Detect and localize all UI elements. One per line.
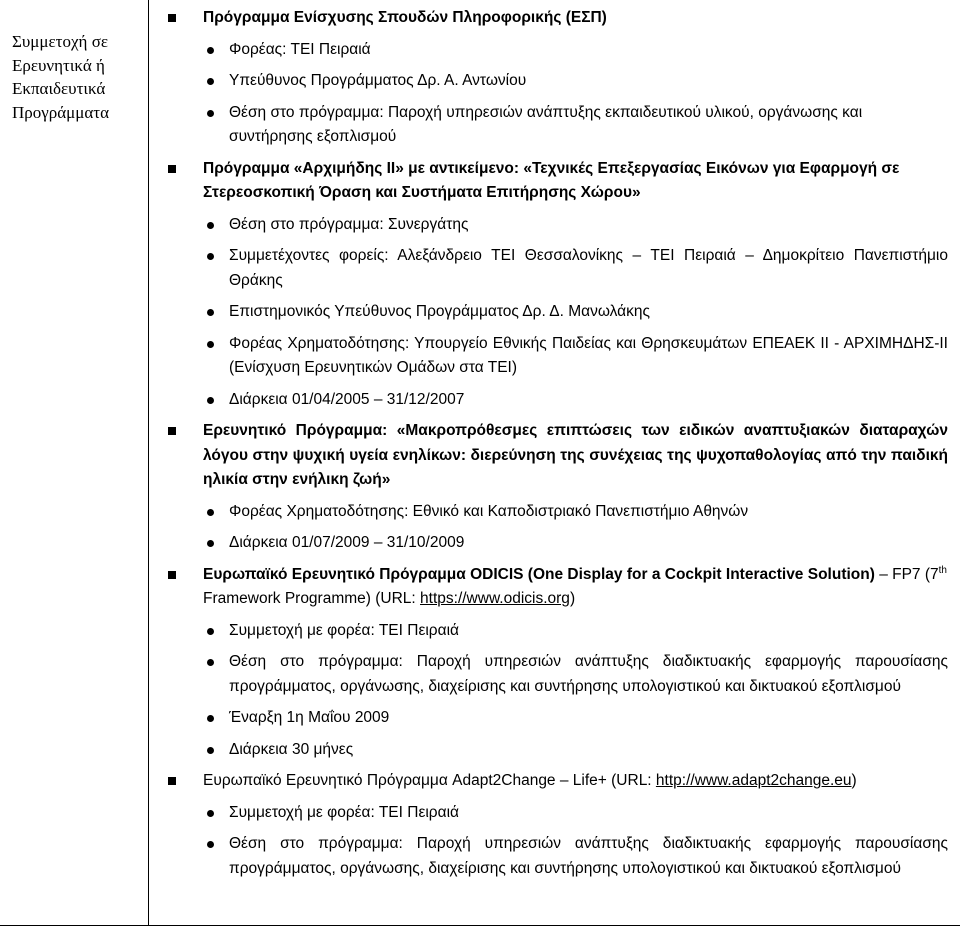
program-list [166, 6, 948, 888]
bullet-dot-icon [207, 540, 214, 547]
url-close-paren: ) [851, 772, 857, 789]
section-heading-line: Συμμετοχή σε [12, 32, 108, 51]
bullet-dot-icon [207, 810, 214, 817]
program-title: Πρόγραμμα Ενίσχυσης Σπουδών Πληροφορικής (ΕΣΠ) [203, 9, 607, 26]
list-item [203, 500, 948, 525]
list-item [203, 650, 948, 699]
list-item [203, 832, 948, 881]
bullet-dot-icon [207, 222, 214, 229]
list-item-text: Φορέας: ΤΕΙ Πειραιά [229, 40, 371, 58]
square-bullet-icon [168, 14, 176, 22]
list-item-text: Φορέας Χρηματοδότησης: Εθνικό και Καποδιστριακό Πανεπιστήμιο Αθηνών [229, 502, 749, 520]
section-heading-line: Ερευνητικά ή [12, 55, 105, 75]
list-item [203, 738, 948, 763]
program-entry [166, 6, 948, 150]
list-item [203, 300, 948, 325]
program-title-text: Ευρωπαϊκό Ερευνητικό Πρόγραμμα Adapt2Change – Life+ (URL: [203, 772, 656, 789]
program-entry [166, 769, 948, 881]
list-item-text: Θέση στο πρόγραμμα: Παροχή υπηρεσιών ανάπτυξης διαδικτυακής εφαρμογής παρουσίασης προγράμματος, οργάνωσης, διαχείρισης και συντήρησης υπολογιστικού και δικτυακού εξοπλισμού [229, 653, 948, 695]
program-entry [166, 563, 948, 763]
bullet-dot-icon [207, 659, 214, 666]
list-item-text: Επιστημονικός Υπεύθυνος Προγράμματος Δρ. Δ. Μανωλάκης [229, 303, 650, 320]
square-bullet-icon [168, 777, 176, 785]
bullet-dot-icon [207, 110, 214, 117]
bullet-dot-icon [207, 341, 214, 348]
ordinal-superscript: th [938, 564, 947, 576]
bullet-dot-icon [207, 841, 214, 848]
list-item [203, 619, 948, 644]
list-item-text: Διάρκεια 30 μήνες [229, 740, 354, 758]
program-entry [166, 157, 948, 413]
section-heading [12, 30, 146, 124]
list-item-text: Φορέας Χρηματοδότησης: Υπουργείο Εθνικής Παιδείας και Θρησκευμάτων ΕΠΕΑΕΚ ΙΙ - ΑΡΧΙΜΗΔΗΣ-ΙΙ (Ενίσχυση Ερευνητικών Ομάδων στα ΤΕΙ) [229, 334, 948, 376]
list-item [203, 101, 948, 150]
program-details [203, 801, 948, 882]
section-heading-line: Εκπαιδευτικά [12, 79, 106, 98]
program-title: Ερευνητικό Πρόγραμμα: «Μακροπρόθεσμες επιπτώσεις των ειδικών αναπτυξιακών διαταραχών λόγου στην ψυχική υγεία ενηλίκων: διερεύνηση της συνέχειας της ψυχοπαθολογίας από την παιδική ηλικία στην ενήλικη ζωή» [203, 422, 948, 488]
list-item-text: Θέση στο πρόγραμμα: Παροχή υπηρεσιών ανάπτυξης διαδικτυακής εφαρμογής παρουσίασης προγράμματος, οργάνωσης, διαχείρισης και συντήρησης υπολογιστικού και δικτυακού εξοπλισμού [229, 835, 948, 877]
program-details [203, 500, 948, 556]
bullet-dot-icon [207, 78, 214, 85]
program-title [203, 769, 948, 794]
list-item [203, 531, 948, 556]
program-title-rest: Framework Programme) (URL: [203, 590, 421, 607]
program-details [203, 619, 948, 763]
url-close-paren: ) [569, 590, 576, 607]
list-item [203, 332, 948, 381]
list-item-text: Συμμετοχή με φορέα: ΤΕΙ Πειραιά [229, 803, 459, 821]
bullet-dot-icon [207, 47, 214, 54]
program-details [203, 213, 948, 413]
adapt2change-url-link[interactable]: http://www.adapt2change.eu [655, 772, 852, 789]
list-item [203, 38, 948, 63]
bullet-dot-icon [207, 397, 214, 404]
list-item [203, 801, 948, 826]
program-title: Πρόγραμμα «Αρχιμήδης ΙΙ» με αντικείμενο: «Τεχνικές Επεξεργασίας Εικόνων για Εφαρμογή σε Στερεοσκοπική Όραση και Συστήματα Επιτήρησης Χώρου» [203, 159, 900, 201]
square-bullet-icon [168, 571, 176, 579]
list-item [203, 213, 948, 238]
bullet-dot-icon [207, 747, 214, 754]
row-divider [0, 925, 960, 926]
square-bullet-icon [168, 165, 176, 173]
program-title-bold: Ευρωπαϊκό Ερευνητικό Πρόγραμμα ODICIS (One Display for a Cockpit Interactive Solution) [203, 565, 875, 583]
list-item [203, 388, 948, 413]
list-item-text: Έναρξη 1η Μαΐου 2009 [229, 709, 390, 726]
section-heading-line: Προγράμματα [12, 102, 110, 122]
list-item [203, 69, 948, 94]
bullet-dot-icon [207, 628, 214, 635]
list-item-text: Θέση στο πρόγραμμα: Παροχή υπηρεσιών ανάπτυξης εκπαιδευτικού υλικού, οργάνωσης και συντήρησης εξοπλισμού [229, 103, 863, 145]
program-title [203, 563, 948, 612]
list-item-text: Συμμετέχοντες φορείς: Αλεξάνδρειο ΤΕΙ Θεσσαλονίκης – ΤΕΙ Πειραιά – Δημοκρίτειο Πανεπιστήμιο Θράκης [229, 247, 948, 289]
program-title-dash: – FP7 (7 [874, 565, 939, 583]
list-item [203, 244, 948, 293]
list-item-text: Διάρκεια 01/04/2005 – 31/12/2007 [229, 390, 465, 408]
bullet-dot-icon [207, 309, 214, 316]
column-divider [148, 0, 149, 925]
list-item-text: Υπεύθυνος Προγράμματος Δρ. Α. Αντωνίου [229, 72, 527, 89]
odicis-url-link[interactable]: https://www.odicis.org [420, 590, 570, 607]
list-item-text: Διάρκεια 01/07/2009 – 31/10/2009 [229, 534, 465, 551]
list-item [203, 706, 948, 731]
bullet-dot-icon [207, 715, 214, 722]
program-details [203, 38, 948, 150]
bullet-dot-icon [207, 253, 214, 260]
square-bullet-icon [168, 427, 176, 435]
program-entry [166, 419, 948, 556]
list-item-text: Συμμετοχή με φορέα: ΤΕΙ Πειραιά [229, 621, 459, 639]
list-item-text: Θέση στο πρόγραμμα: Συνεργάτης [229, 215, 469, 233]
bullet-dot-icon [207, 509, 214, 516]
